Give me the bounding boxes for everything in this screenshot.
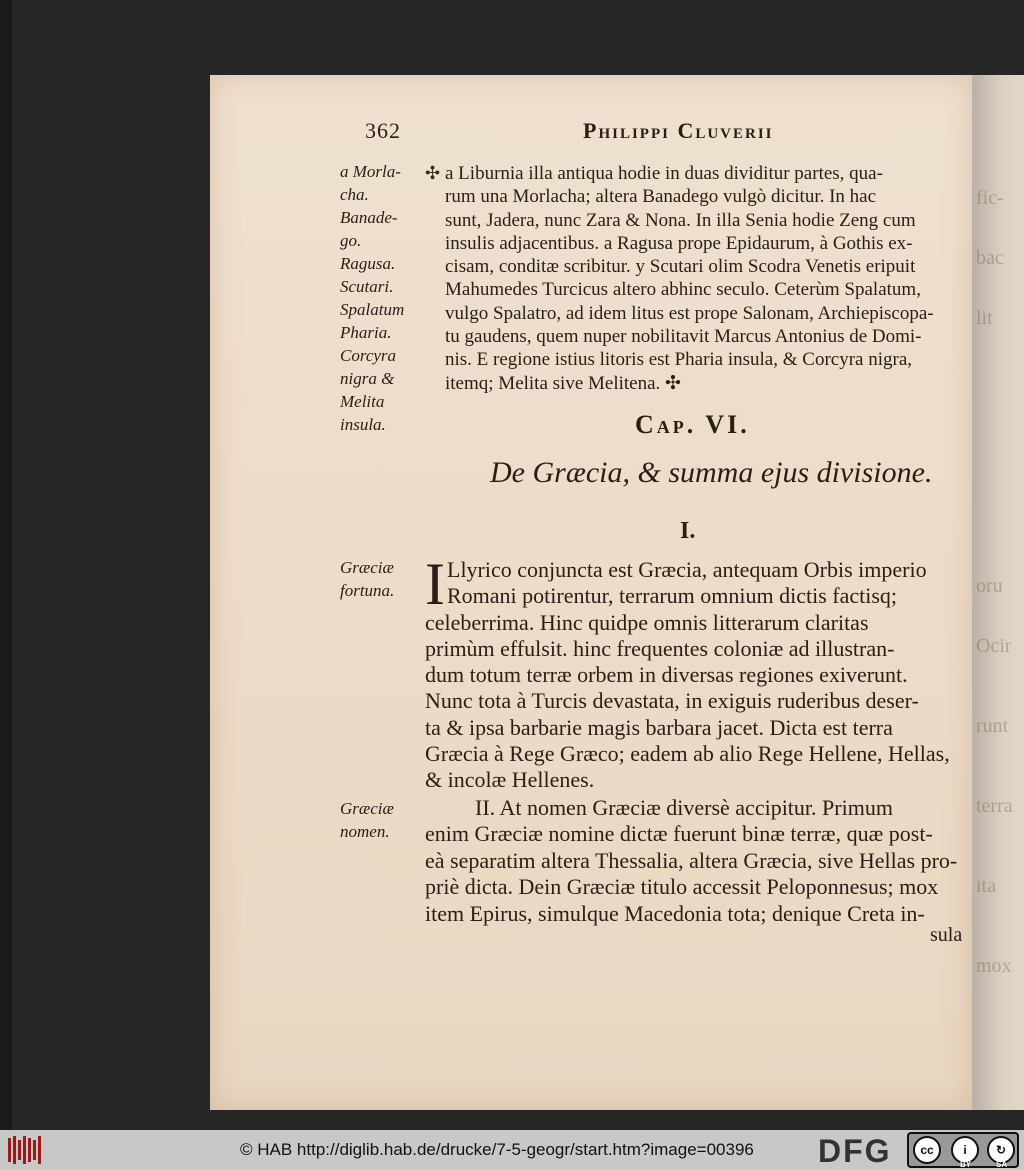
margin-note: Scutari. (340, 277, 394, 296)
chapter-label: Cap. VI. (635, 410, 750, 439)
text-line: celeberrima. Hinc quidpe omnis litterarum claritas (425, 609, 869, 635)
margin-note: Græciæ (340, 799, 394, 818)
license-by-label: BY (960, 1160, 972, 1169)
margin-note: Pharia. (340, 323, 392, 342)
drop-cap: I (425, 551, 445, 617)
scan-edge (0, 0, 12, 1130)
text-line: priè dicta. Dein Græciæ titulo accessit Peloponnesus; mox (425, 874, 939, 900)
margin-note: a Morla- (340, 162, 401, 181)
margin-note: fortuna. (340, 581, 395, 600)
dfg-logo[interactable]: DFG (818, 1133, 892, 1169)
cc-icon: cc (913, 1136, 941, 1164)
text-line: II. At nomen Græciæ diversè accipitur. Primum (475, 795, 893, 820)
paragraph-graecia-fortuna (425, 557, 959, 794)
text-line: eà separatim altera Thessalia, altera Græcia, sive Hellas pro- (425, 847, 958, 873)
text-line: itemq; Melita sive Melitena. ✣ (445, 372, 681, 394)
text-line: Græcia à Rege Græco; eadem ab alio Rege Hellene, Hellas, (425, 741, 950, 767)
text-line: Llyrico conjuncta est Græcia, antequam Orbis imperio (447, 557, 927, 582)
text-line: primùm effulsit. hinc frequentes coloniæ ad illustran- (425, 635, 895, 661)
margin-note: Ragusa. (340, 254, 396, 273)
margin-notes-bottom (340, 797, 425, 843)
cc-license-badge[interactable] (907, 1132, 1019, 1168)
text-line: tu gaudens, quem nuper nobilitavit Marcus Antonius de Domi- (445, 326, 922, 348)
paragraph-notes (445, 162, 965, 395)
text-line: Romani potirentur, terrarum omnium dictis factisq; (447, 583, 898, 609)
catchword: sula (930, 924, 963, 946)
margin-note: nomen. (340, 822, 390, 841)
text-line: Mahumedes Turcicus altero abhinc seculo. Ceterùm Spalatum, (445, 279, 921, 301)
text-line: Nunc tota à Turcis devastata, in exiguis ruderibus deser- (425, 688, 919, 714)
library-logo-icon (6, 1134, 46, 1166)
margin-note: go. (340, 231, 362, 250)
margin-note: Corcyra (340, 346, 397, 365)
text-line: & incolæ Hellenes. (425, 767, 595, 793)
text-line: nis. E regione istius litoris est Pharia insula, & Corcyra nigra, (445, 349, 913, 371)
text-line: enim Græciæ nomine dictæ fuerunt binæ terræ, quæ post- (425, 821, 933, 847)
section-numeral: I. (680, 518, 696, 544)
margin-note: cha. (340, 185, 369, 204)
text-line: sunt, Jadera, nunc Zara & Nona. In illa Senia hodie Zeng cum (445, 209, 916, 231)
margin-note: Melita (340, 392, 385, 411)
text-line: cisam, conditæ scribitur. y Scutari olim Scodra Venetis eripuit (445, 256, 916, 278)
text-line: ta & ipsa barbarie magis barbara jacet. Dicta est terra (425, 714, 893, 740)
page-number: 362 (365, 118, 401, 143)
text-line: a Liburnia illa antiqua hodie in duas dividitur partes, qua- (445, 163, 883, 184)
paragraph-graecia-nomen (425, 795, 960, 927)
margin-note: Banade- (340, 208, 398, 227)
margin-notes-top (340, 160, 425, 436)
license-sa-label: SA (996, 1160, 1008, 1169)
running-title: Philippi Cluverii (583, 118, 774, 143)
facing-page-edge: fic- bac lit oru Ocir runt terra ita mox (972, 75, 1024, 1110)
page-header (365, 118, 825, 148)
margin-note: nigra & (340, 369, 395, 388)
text-line: item Epirus, simulque Macedonia tota; denique Creta in- (425, 900, 925, 926)
chapter-title: De Græcia, & summa ejus divisione. (490, 456, 933, 489)
attribution-icon: i (951, 1136, 979, 1164)
text-line: rum una Morlacha; altera Banadego vulgò dicitur. In hac (445, 186, 877, 208)
copyright-link[interactable]: © HAB http://diglib.hab.de/drucke/7-5-geogr/start.htm?image=00396 (240, 1140, 754, 1159)
asterism-icon: ✣ (425, 163, 441, 183)
margin-note: Græciæ (340, 558, 394, 577)
text-line: vulgo Spalatro, ad idem litus est prope Salonam, Archiepiscopa- (445, 302, 934, 324)
viewer-footer (0, 1130, 1024, 1170)
text-line: insulis adjacentibus. a Ragusa prope Epidaurum, à Gothis ex- (445, 232, 913, 254)
asterism-icon: ✣ (665, 372, 681, 394)
margin-note: Spalatum (340, 300, 405, 319)
margin-note: insula. (340, 415, 386, 434)
text-line: dum totum terræ orbem in diversas regiones exiverunt. (425, 662, 908, 688)
share-alike-icon: ↻ (987, 1136, 1015, 1164)
margin-notes-mid (340, 556, 425, 602)
